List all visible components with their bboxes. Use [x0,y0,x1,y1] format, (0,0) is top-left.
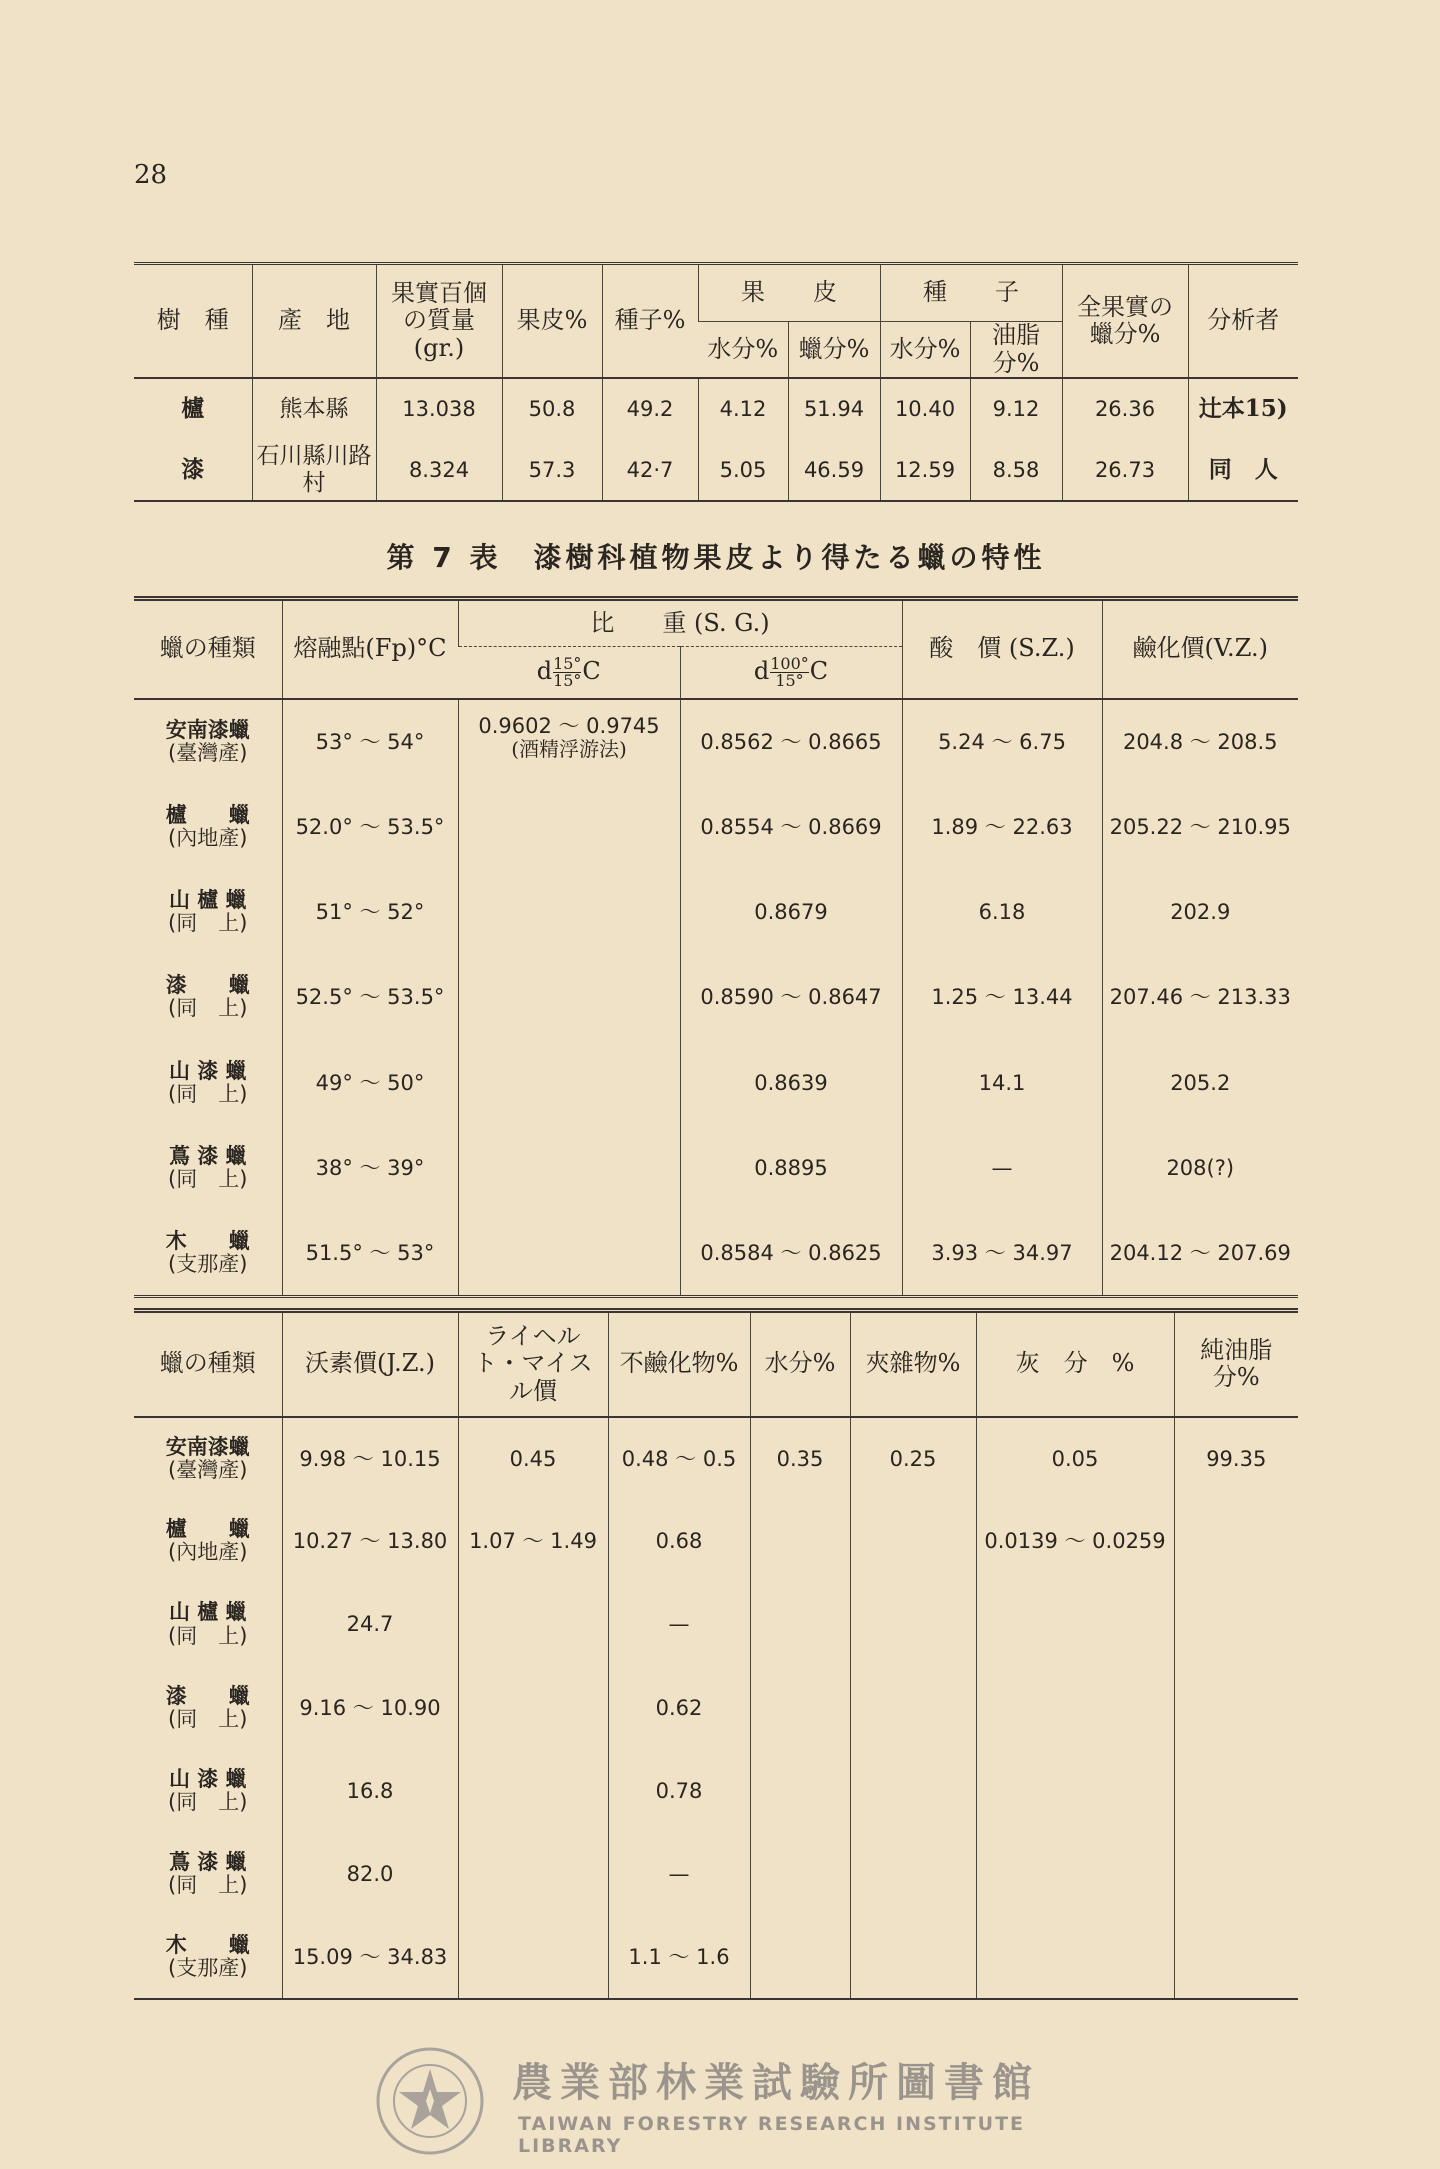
cell-mass: 8.324 [376,440,502,501]
cell-ash [976,1749,1174,1832]
header-analyst: 分析者 [1188,264,1298,379]
cell-mass: 13.038 [376,378,502,439]
header-seed-water: 水分% [880,322,970,379]
cell-rm [458,1916,608,1999]
cell-unsap: 0.48 ～ 0.5 [608,1417,750,1500]
cell-acid: 1.89 ～ 22.63 [902,784,1102,869]
cell-sg: 0.8554 ～ 0.8669 [680,784,902,869]
cell-ash: 0.05 [976,1417,1174,1500]
cell-wax-name: 山 漆 蠟 (同 上) [168,1766,248,1814]
cell-unsap: 0.62 [608,1666,750,1749]
cell-pure [1174,1666,1298,1749]
cell-iodine: 9.98 ～ 10.15 [282,1417,458,1500]
cell-seed: 42·7 [602,440,698,501]
cell-acid: — [902,1126,1102,1211]
cell-sg-alcohol: 0.9602 ～ 0.9745 (酒精浮游法) [458,699,680,1297]
table-row [134,1749,1298,1832]
cell-unsap: 0.68 [608,1500,750,1583]
header-ash: 灰 分 % [976,1311,1174,1417]
cell-impurity [850,1833,976,1916]
cell-sg: 0.8584 ～ 0.8625 [680,1211,902,1296]
cell-sg: 0.8590 ～ 0.8647 [680,955,902,1040]
cell-whole-wax: 26.73 [1062,440,1188,501]
cell-seed-water: 10.40 [880,378,970,439]
cell-iodine: 10.27 ～ 13.80 [282,1500,458,1583]
table-row [134,1916,1298,1999]
header-reichert-meissl: ライヘルト・マイスル價 [458,1311,608,1417]
cell-water [750,1666,850,1749]
cell-wax-name: 木 蠟 (支那產) [165,1932,250,1980]
cell-rm: 0.45 [458,1417,608,1500]
cell-water [750,1583,850,1666]
cell-wax-name: 木 蠟 (支那產) [165,1228,250,1277]
table-row [134,1583,1298,1666]
cell-wax-name: 蔦 漆 蠟 (同 上) [168,1850,248,1898]
header-acid-value: 酸 價 (S.Z.) [902,599,1102,699]
cell-wax-name: 櫨 蠟 (內地產) [165,802,250,850]
cell-ash [976,1833,1174,1916]
library-name-cn: 農業部林業試驗所圖書館 [512,2060,1040,2106]
cell-impurity [850,1666,976,1749]
header-specific-gravity: 比 重 (S. G.) [458,599,902,647]
cell-origin: 熊本縣 [252,378,376,439]
table-row [134,1417,1298,1500]
header-whole-wax: 全果實の蠟分% [1062,264,1188,379]
header-water: 水分% [698,322,788,379]
cell-wax-name: 櫨 蠟 (內地產) [165,1517,250,1565]
cell-wax-name: 山 櫨 蠟 (同 上) [168,887,248,936]
cell-unsap: 0.78 [608,1749,750,1832]
header-saponification-value: 鹼化價(V.Z.) [1102,599,1298,699]
cell-wax: 46.59 [788,440,880,501]
cell-wax-name: 安南漆蠟 (臺灣產) [165,1434,250,1482]
header-wax-type: 蠟の種類 [134,599,282,699]
table-row [134,1126,1298,1211]
cell-seed-oil: 8.58 [970,440,1062,501]
cell-melting: 52.5° ～ 53.5° [282,955,458,1040]
cell-iodine: 82.0 [282,1833,458,1916]
table-row [134,1666,1298,1749]
cell-water [750,1500,850,1583]
cell-melting: 52.0° ～ 53.5° [282,784,458,869]
cell-wax-name: 山 櫨 蠟 (同 上) [168,1600,248,1648]
table-row [134,1211,1298,1296]
table-row [134,784,1298,869]
cell-pure [1174,1500,1298,1583]
cell-melting: 38° ～ 39° [282,1126,458,1211]
cell-sap: 205.22 ～ 210.95 [1102,784,1298,869]
cell-acid: 3.93 ～ 34.97 [902,1211,1102,1296]
library-watermark [374,2045,1094,2157]
cell-seed-water: 12.59 [880,440,970,501]
cell-acid: 1.25 ～ 13.44 [902,955,1102,1040]
cell-species: 櫨 [181,395,205,423]
cell-ash [976,1916,1174,1999]
cell-sg: 0.8639 [680,1040,902,1125]
cell-wax-name: 蔦 漆 蠟 (同 上) [168,1144,248,1192]
fruit-composition-table [134,262,1298,502]
cell-rm [458,1749,608,1832]
library-seal-icon [374,2045,486,2157]
cell-water: 0.35 [750,1417,850,1500]
cell-ash [976,1583,1174,1666]
cell-pure [1174,1833,1298,1916]
header-iodine-value: 沃素價(J.Z.) [282,1311,458,1417]
header-species: 樹 種 [134,264,252,379]
table-row [134,440,1298,501]
cell-wax-name: 山 漆 蠟 (同 上) [168,1058,248,1106]
cell-water [750,1916,850,1999]
cell-melting: 51.5° ～ 53° [282,1211,458,1296]
cell-acid: 6.18 [902,869,1102,954]
cell-pericarp: 57.3 [502,440,602,501]
cell-whole-wax: 26.36 [1062,378,1188,439]
cell-wax-name: 漆 蠟 (同 上) [165,973,250,1021]
cell-rm: 1.07 ～ 1.49 [458,1500,608,1583]
cell-sap: 204.12 ～ 207.69 [1102,1211,1298,1296]
cell-ash [976,1666,1174,1749]
cell-sg: 0.8562 ～ 0.8665 [680,699,902,784]
cell-unsap: 1.1 ～ 1.6 [608,1916,750,1999]
cell-ash: 0.0139 ～ 0.0259 [976,1500,1174,1583]
header-pericarp: 果皮% [502,264,602,379]
cell-water: 4.12 [698,378,788,439]
table-row [134,1040,1298,1125]
cell-water [750,1749,850,1832]
cell-sap: 205.2 [1102,1040,1298,1125]
cell-rm [458,1583,608,1666]
header-water: 水分% [750,1311,850,1417]
header-wax-type: 蠟の種類 [134,1311,282,1417]
header-unsaponifiable: 不鹼化物% [608,1311,750,1417]
header-sg-100: d 100° 15° C [680,647,902,699]
cell-impurity [850,1916,976,1999]
header-mass: 果實百個の質量(gr.) [376,264,502,379]
cell-impurity [850,1583,976,1666]
cell-acid: 14.1 [902,1040,1102,1125]
table-row [134,1833,1298,1916]
cell-melting: 49° ～ 50° [282,1040,458,1125]
library-name-en: TAIWAN FORESTRY RESEARCH INSTITUTE LIBRARY [518,2113,1026,2157]
cell-analyst: 辻本15) [1188,378,1298,439]
header-pure-fat: 純油脂分% [1174,1311,1298,1417]
table-row [134,378,1298,439]
cell-sap: 207.46 ～ 213.33 [1102,955,1298,1040]
table-caption: 第 7 表 漆樹科植物果皮より得たる蠟の特性 [386,541,1046,574]
header-origin: 產 地 [252,264,376,379]
cell-impurity [850,1500,976,1583]
cell-sap: 202.9 [1102,869,1298,954]
cell-pericarp: 50.8 [502,378,602,439]
cell-origin: 石川縣川路村 [252,440,376,501]
header-sg-15: d 15° 15° C [458,647,680,699]
table-row [134,955,1298,1040]
cell-rm [458,1833,608,1916]
cell-impurity [850,1749,976,1832]
cell-melting: 51° ～ 52° [282,869,458,954]
table-row [134,1500,1298,1583]
cell-sap: 208(?) [1102,1126,1298,1211]
cell-iodine: 16.8 [282,1749,458,1832]
cell-sg: 0.8895 [680,1126,902,1211]
cell-sg: 0.8679 [680,869,902,954]
cell-melting: 53° ～ 54° [282,699,458,784]
header-wax: 蠟分% [788,322,880,379]
cell-seed: 49.2 [602,378,698,439]
header-seed-oil: 油脂分% [970,322,1062,379]
cell-iodine: 24.7 [282,1583,458,1666]
cell-unsap: — [608,1833,750,1916]
cell-wax: 51.94 [788,378,880,439]
cell-acid: 5.24 ～ 6.75 [902,699,1102,784]
cell-pure: 99.35 [1174,1417,1298,1500]
cell-iodine: 9.16 ～ 10.90 [282,1666,458,1749]
header-seed: 種子% [602,264,698,379]
header-pericarp-group: 果 皮 [698,264,880,322]
cell-water [750,1833,850,1916]
cell-rm [458,1666,608,1749]
cell-iodine: 15.09 ～ 34.83 [282,1916,458,1999]
wax-composition-table [134,1308,1298,2000]
cell-pure [1174,1916,1298,1999]
header-impurity: 夾雜物% [850,1311,976,1417]
cell-wax-name: 漆 蠟 (同 上) [165,1683,250,1731]
cell-impurity: 0.25 [850,1417,976,1500]
header-seed-group: 種 子 [880,264,1062,322]
table-row [134,869,1298,954]
table-row [134,699,1298,784]
cell-seed-oil: 9.12 [970,378,1062,439]
page-number: 28 [134,160,168,190]
cell-pure [1174,1749,1298,1832]
cell-pure [1174,1583,1298,1666]
cell-species: 漆 [181,455,205,483]
cell-analyst: 同 人 [1188,440,1298,501]
wax-properties-table [134,596,1298,1298]
header-melting-point: 熔融點(Fp)°C [282,599,458,699]
cell-sap: 204.8 ～ 208.5 [1102,699,1298,784]
cell-unsap: — [608,1583,750,1666]
cell-wax-name: 安南漆蠟 (臺灣產) [165,717,250,765]
cell-water: 5.05 [698,440,788,501]
